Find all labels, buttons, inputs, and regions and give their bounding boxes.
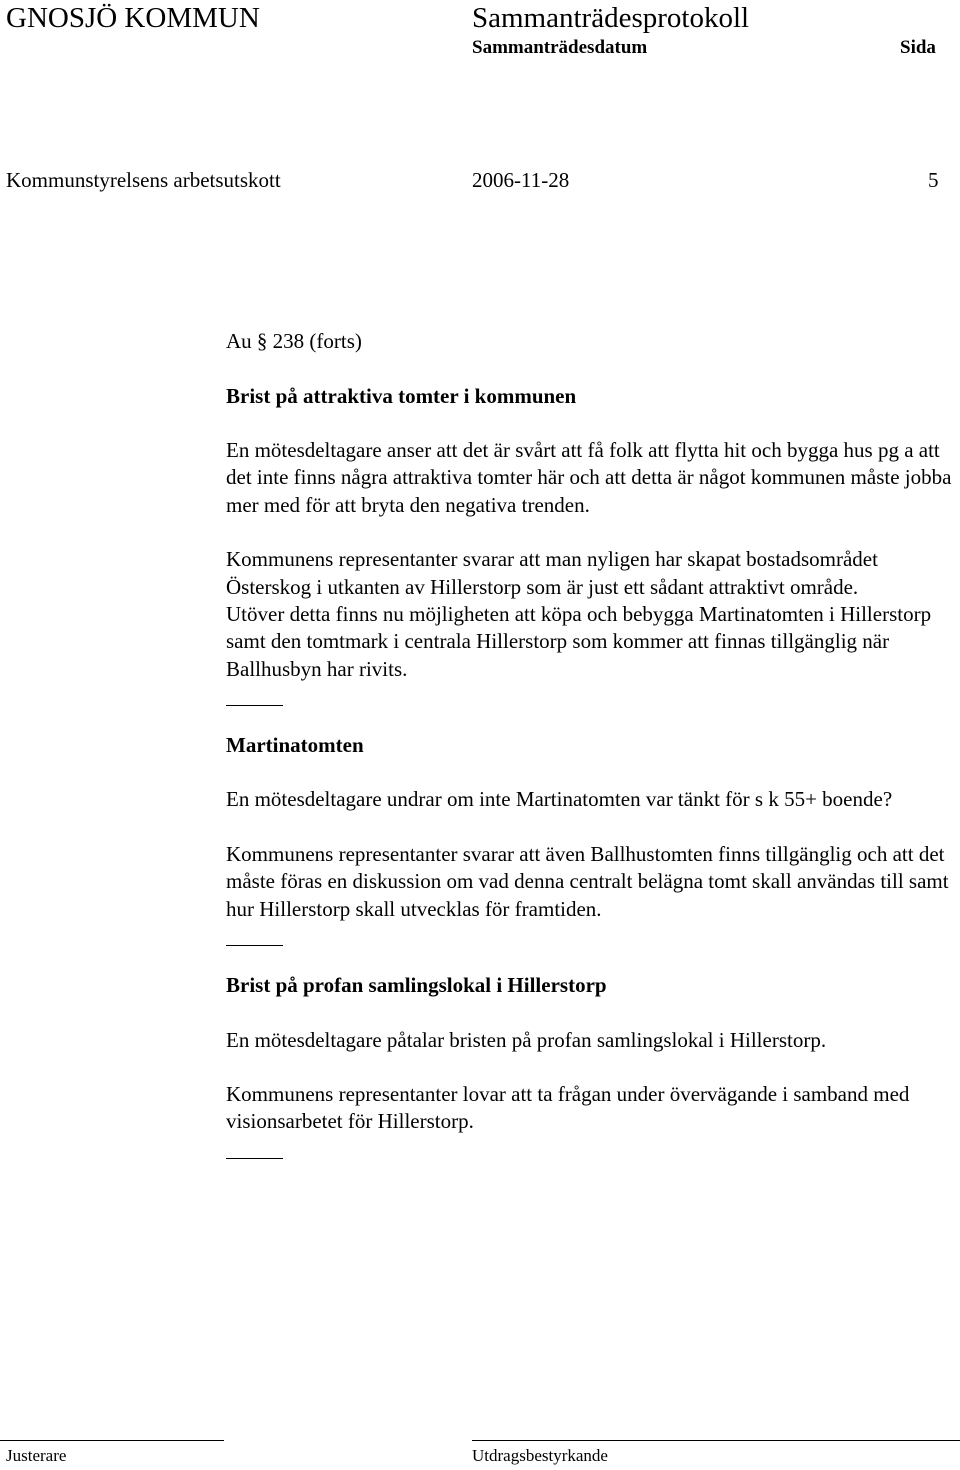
section-heading-attractive-plots: Brist på attraktiva tomter i kommunen [226,383,577,408]
paragraph-reference: Au § 238 (forts) [226,329,362,353]
page-number: 5 [928,168,939,192]
organization-name: GNOSJÖ KOMMUN [6,2,260,34]
section-heading-assembly-hall: Brist på profan samlingslokal i Hillerstorp [226,972,607,997]
meeting-date: 2006-11-28 [472,168,570,192]
paragraph: Kommunens representanter svarar att även Ballhustomten finns tillgänglig och att det måste föras en diskussion om vad denna centralt belägna tomt skall användas till samt hur Hillerstorp skall utvecklas för framtiden. [226,842,949,921]
meeting-date-label: Sammanträdesdatum [472,37,648,58]
section-separator [226,1158,283,1159]
justerare-label: Justerare [6,1446,67,1465]
page-label: Sida [900,37,936,58]
paragraph: En mötesdeltagare anser att det är svårt att få folk att flytta hit och bygga hus pg a att det inte finns några attraktiva tomter här och att detta är något kommunen måste jobba mer med för att bryta den negativa trenden. [226,438,952,517]
paragraph: Kommunens representanter lovar att ta frågan under övervägande i samband med visionsarbetet för Hillerstorp. [226,1082,910,1134]
paragraph: En mötesdeltagare påtalar bristen på profan samlingslokal i Hillerstorp. [226,1027,827,1052]
paragraph: Utöver detta finns nu möjligheten att köpa och bebygga Martinatomten i Hillerstorp samt den tomtmark i centrala Hillerstorp som kommer att finnas tillgänglig när Ballhusbyn har rivits. [226,601,932,681]
section-separator [226,705,283,706]
document-title: Sammanträdesprotokoll [472,2,750,34]
paragraph: En mötesdeltagare undrar om inte Martinatomten var tänkt för s k 55+ boende? [226,787,893,812]
protocol-body [226,328,958,1185]
utdrag-signature-line [472,1440,960,1441]
meeting-body: Kommunstyrelsens arbetsutskott [6,168,281,192]
section-heading-martinatomten: Martinatomten [226,732,364,757]
justerare-signature-line [0,1440,224,1441]
paragraph: Kommunens representanter svarar att man nyligen har skapat bostadsområdet Österskog i utkanten av Hillerstorp som är just ett sådant attraktivt område. [226,547,878,599]
utdragsbestyrkande-label: Utdragsbestyrkande [472,1446,608,1465]
section-separator [226,945,283,946]
